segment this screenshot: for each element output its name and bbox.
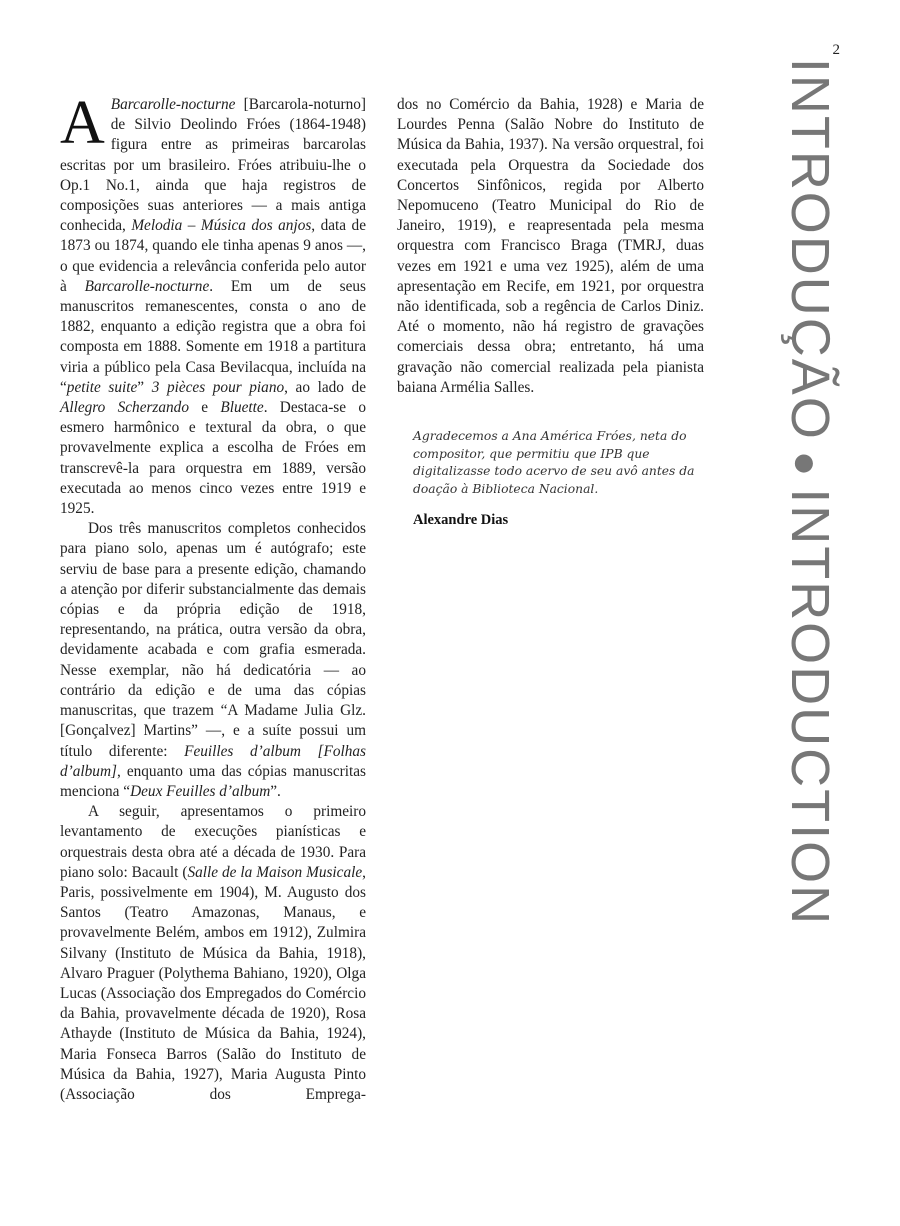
text-run: Melodia – Música dos anjos (131, 217, 312, 235)
page-number: 2 (832, 42, 840, 58)
text-column-right (397, 95, 704, 398)
text-run: petite suite (66, 378, 138, 396)
body-paragraph-3-continued (397, 95, 704, 398)
text-run: ” (137, 378, 152, 396)
bullet-separator-icon: ● (783, 450, 830, 479)
text-run: . Destaca-se o esmero harmônico e textural da obra, o que provavelmente explica a escolha de Fróes em transcrevê-la para orquestra em 1889, versão executada ao menos cinco vezes entre 1919 e 1925. (60, 399, 366, 518)
text-run: Deux Feuilles d’album (130, 782, 271, 800)
text-run: Barcarolle-nocturne (110, 96, 236, 113)
text-run: 3 pièces pour piano (151, 378, 285, 396)
text-run: Allegro Scherzando (60, 399, 189, 417)
body-paragraph-1 (60, 89, 366, 519)
text-run: Barcarolle-nocturne (84, 277, 210, 295)
drop-cap: A (60, 89, 105, 157)
body-paragraph-3 (60, 802, 366, 1105)
text-run: ”. (270, 782, 281, 800)
acknowledgment-note: Agradecemos a Ana América Fróes, neta do compositor, que permitiu que IPB que digitalizasse todo acervo de seu avô antes da doação à Biblioteca Nacional. (413, 429, 695, 497)
text-run: , enquanto uma das cópias manuscritas menciona “ (60, 762, 366, 800)
text-run: , Paris, possivelmente em 1904), M. Augusto dos Santos (Teatro Amazonas, Manaus, e provavelmente Belém, ambos em 1912), Zulmira Silvany (Instituto de Música da Bahia, 1918), Alvaro Praguer (Polythema Bahiano, 1920), Olga Lucas (Associação dos Empregados do Comércio da Bahia, provavelmente década de 1920), Rosa Athayde (Instituto de Música da Bahia, 1924), Maria Fonseca Barros (Salão do Instituto de Música da Bahia, 1927), Maria Augusta Pinto (Associação dos Emprega- (60, 863, 366, 1103)
text-run: A seguir, apresentamos o primeiro levantamento de execuções pianísticas e orquestrais desta obra até a década de 1930. Para piano solo: Bacault ( (60, 803, 366, 881)
text-column-left (60, 89, 366, 1105)
section-title-en: INTRODUCTION (780, 488, 840, 927)
author-signature: Alexandre Dias (413, 512, 509, 528)
text-run: e (188, 399, 221, 417)
text-run: dos no Comércio da Bahia, 1928) e Maria de Lourdes Penna (Salão Nobre do Instituto de Música da Bahia, 1937). Na versão orquestral, foi executada pela Orquestra da Sociedade dos Concertos Sinfônicos, regida por Alberto Nepomuceno (Teatro Municipal do Rio de Janeiro, 1919), e reapresentada pela mesma orquestra com Francisco Braga (TMRJ, duas vezes em 1921 e uma vez 1925), além de uma apresentação em Recife, em 1921, por orquestra não identificada, sob a regência de Carlos Diniz. Até o momento, não há registro de gravações comerciais dessa obra; entretanto, há uma gravação não comercial realizada pela pianista baiana Armélia Salles. (397, 96, 704, 396)
text-run: Dos três manuscritos completos conhecidos para piano solo, apenas um é autógrafo; este serviu de base para a presente edição, chamando a atenção por diferir substancialmente das demais cópias e da própria edição de 1918, representando, na prática, outra versão da obra, devidamente acabada e com grafia esmerada. Nesse exemplar, não há dedicatória — ao contrário da edição e de uma das cópias manuscritas, que trazem “A Madame Julia Glz. [Gonçalvez] Martins” —, e a suíte possui um título diferente: (60, 520, 366, 760)
text-run: [Barcarola-noturno] de Silvio Deolindo Fróes (1864-1948) figura entre as primeiras barcarolas escritas por um brasileiro. Fróes atribuiu-lhe o Op.1 No.1, ainda que haja registros de composições suas anteriores — a mais antiga conhecida, (60, 96, 366, 235)
section-title-vertical (770, 57, 850, 927)
text-run: , ao lado de (284, 378, 366, 396)
section-title-pt: INTRODUÇÃO (780, 57, 840, 441)
text-run: , data de 1873 ou 1874, quando ele tinha apenas 9 anos —, o que evidencia a relevância conferida pelo autor à (60, 217, 366, 295)
text-run: . Em um de seus manuscritos remanescentes, consta o ano de 1882, enquanto a edição registra que a obra foi composta em 1888. Somente em 1918 a partitura viria a público pela Casa Bevilacqua, incluída na “ (60, 277, 366, 396)
text-run: Feuilles d’album [Folhas d’album] (60, 742, 366, 780)
text-run: Salle de la Maison Musicale (187, 863, 363, 881)
text-run: Bluette (220, 399, 264, 417)
body-paragraph-2 (60, 519, 366, 802)
